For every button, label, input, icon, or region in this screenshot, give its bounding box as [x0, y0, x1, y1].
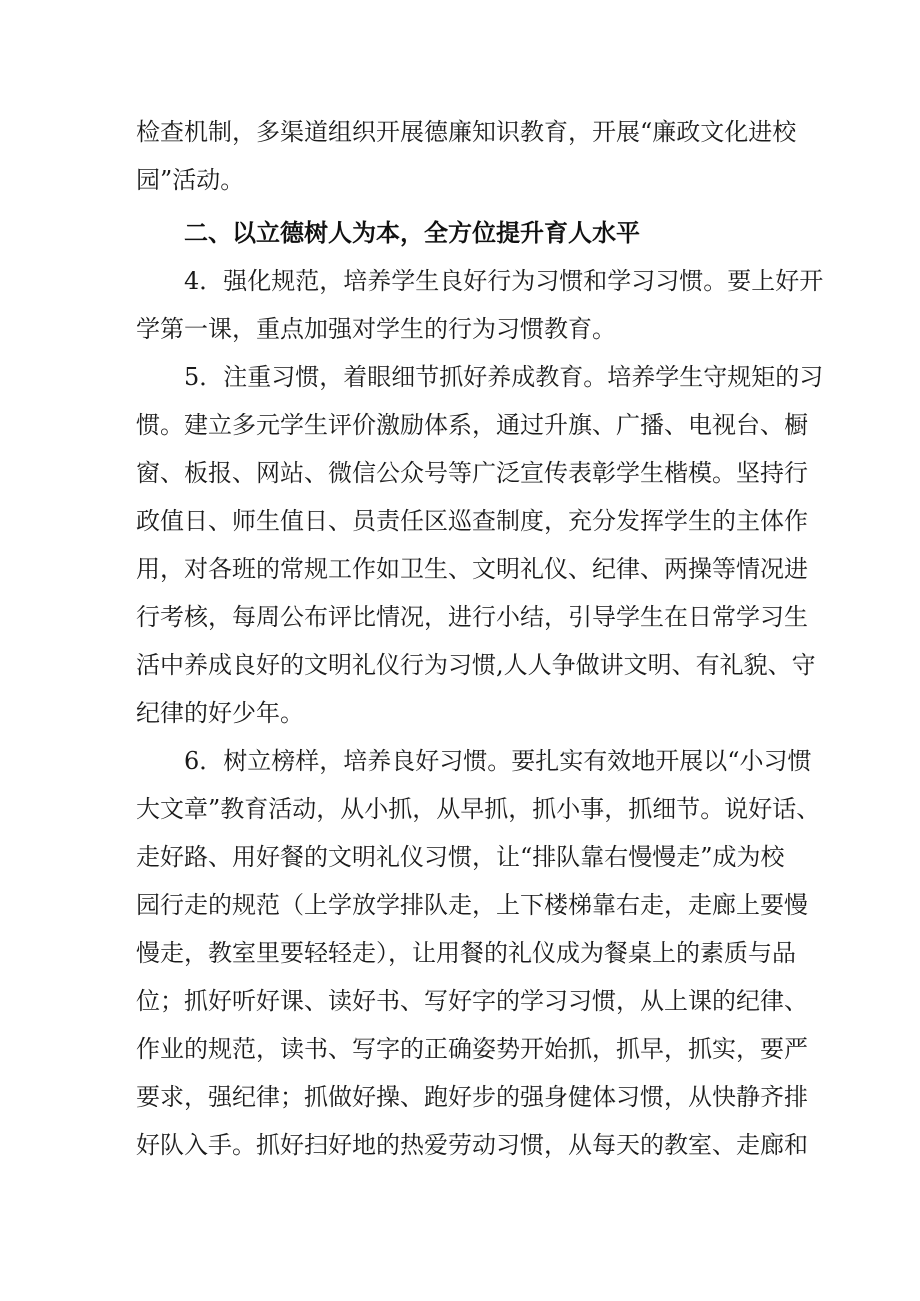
text-line: 检查机制，多渠道组织开展德廉知识教育，开展“廉政文化进校: [136, 118, 797, 146]
text-line: 纪律的好少年。: [136, 699, 304, 727]
text-line: 园行走的规范（上学放学排队走，上下楼梯靠右走，走廊上要慢: [136, 891, 808, 919]
text-line: 位；抓好听好课、读好书、写好字的学习习惯，从上课的纪律、: [136, 987, 808, 1015]
text-line: 4．强化规范，培养学生良好行为习惯和学习习惯。要上好开: [184, 267, 824, 295]
text-line: 大文章”教育活动，从小抓，从早抓，抓小事，抓细节。说好话、: [136, 795, 821, 823]
text-line: 要求，强纪律；抓做好操、跑好步的强身健体习惯，从快静齐排: [136, 1083, 808, 1111]
text-line: 走好路、用好餐的文明礼仪习惯，让“排队靠右慢慢走”成为校: [136, 843, 785, 871]
section-heading: 二、以立德树人为本，全方位提升育人水平: [184, 219, 640, 247]
text-line: 好队入手。抓好扫好地的热爱劳动习惯，从每天的教室、走廊和: [136, 1131, 808, 1159]
text-line: 窗、板报、网站、微信公众号等广泛宣传表彰学生楷模。坚持行: [136, 459, 808, 487]
text-line: 6．树立榜样，培养良好习惯。要扎实有效地开展以“小习惯: [184, 747, 812, 775]
text-line: 园”活动。: [136, 166, 245, 194]
text-line: 5．注重习惯，着眼细节抓好养成教育。培养学生守规矩的习: [184, 363, 824, 391]
text-line: 行考核，每周公布评比情况，进行小结，引导学生在日常学习生: [136, 603, 808, 631]
text-line: 作业的规范，读书、写字的正确姿势开始抓，抓早，抓实，要严: [136, 1035, 808, 1063]
text-line: 用，对各班的常规工作如卫生、文明礼仪、纪律、两操等情况进: [136, 555, 808, 583]
text-line: 学第一课，重点加强对学生的行为习惯教育。: [136, 315, 616, 343]
text-line: 活中养成良好的文明礼仪行为习惯,人人争做讲文明、有礼貌、守: [136, 651, 816, 679]
text-line: 慢走，教室里要轻轻走），让用餐的礼仪成为餐桌上的素质与品: [136, 939, 796, 967]
text-line: 政值日、师生值日、员责任区巡查制度，充分发挥学生的主体作: [136, 507, 808, 535]
text-line: 惯。建立多元学生评价激励体系，通过升旗、广播、电视台、橱: [136, 411, 808, 439]
